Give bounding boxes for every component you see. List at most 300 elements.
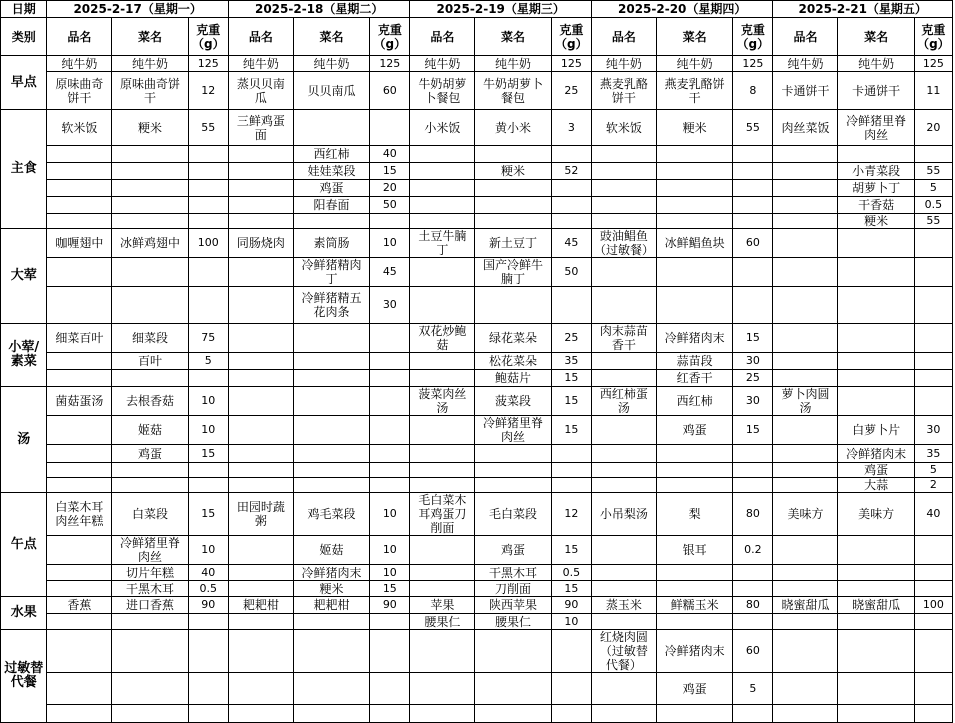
weight-cell: 125: [370, 56, 410, 72]
dish-cell: [410, 705, 475, 723]
ingredient-cell: [656, 581, 732, 597]
dish-cell: [773, 324, 838, 353]
dish-cell: 毛白菜木耳鸡蛋刀削面: [410, 493, 475, 536]
dish-cell: [228, 673, 293, 705]
dish-cell: 细菜百叶: [47, 324, 112, 353]
dish-cell: [228, 214, 293, 229]
ingredient-cell: 冷鲜猪里脊肉丝: [475, 416, 551, 445]
weight-cell: 15: [733, 416, 773, 445]
ingredient-cell: 冷鲜猪肉末: [838, 445, 914, 463]
dish-cell: 白菜木耳肉丝年糕: [47, 493, 112, 536]
ingredient-cell: [475, 463, 551, 478]
table-row: [1, 536, 953, 565]
ingredient-cell: 刀削面: [475, 581, 551, 597]
table-row: [1, 416, 953, 445]
ingredient-cell: [112, 705, 188, 723]
ingredient-cell: 百叶: [112, 353, 188, 370]
ingredient-header: 菜名: [112, 18, 188, 56]
dish-cell: [773, 287, 838, 324]
ingredient-header: 菜名: [475, 18, 551, 56]
dish-cell: 软米饭: [591, 110, 656, 146]
weight-cell: [914, 673, 952, 705]
weight-cell: 10: [188, 387, 228, 416]
ingredient-cell: [838, 146, 914, 163]
weight-cell: [370, 387, 410, 416]
ingredient-cell: 素筒肠: [293, 229, 369, 258]
weight-cell: 80: [733, 493, 773, 536]
ingredient-cell: 纯牛奶: [475, 56, 551, 72]
ingredient-cell: [838, 536, 914, 565]
dish-cell: 菌菇蛋汤: [47, 387, 112, 416]
weight-cell: 5: [733, 673, 773, 705]
weight-cell: 35: [914, 445, 952, 463]
dish-cell: [773, 478, 838, 493]
ingredient-cell: 冷鲜猪肉末: [293, 565, 369, 581]
ingredient-cell: [656, 180, 732, 197]
dish-cell: [591, 416, 656, 445]
weight-cell: [188, 197, 228, 214]
dish-cell: [47, 214, 112, 229]
weight-cell: 15: [551, 387, 591, 416]
weight-cell: [370, 673, 410, 705]
category-header: 类别: [1, 18, 47, 56]
weight-header: 克重（g）: [733, 18, 773, 56]
weight-cell: [914, 387, 952, 416]
ingredient-cell: 干香菇: [838, 197, 914, 214]
weight-cell: [188, 258, 228, 287]
weight-cell: 15: [551, 370, 591, 387]
dish-cell: [591, 581, 656, 597]
weight-cell: 60: [733, 630, 773, 673]
ingredient-cell: 原味曲奇饼干: [112, 72, 188, 110]
ingredient-cell: 粳米: [293, 581, 369, 597]
dish-cell: [47, 146, 112, 163]
ingredient-cell: 国产冷鲜牛腩丁: [475, 258, 551, 287]
table-row: [1, 581, 953, 597]
ingredient-cell: [293, 463, 369, 478]
table-row: [1, 478, 953, 493]
weight-cell: 20: [914, 110, 952, 146]
weight-cell: 5: [188, 353, 228, 370]
category-cell: 水果: [1, 597, 47, 630]
weight-cell: [914, 630, 952, 673]
dish-cell: [410, 180, 475, 197]
weight-cell: 125: [733, 56, 773, 72]
dish-cell: [228, 416, 293, 445]
ingredient-cell: [112, 214, 188, 229]
weight-cell: [914, 536, 952, 565]
dish-cell: 田园时蔬粥: [228, 493, 293, 536]
weight-cell: [188, 630, 228, 673]
dish-cell: [410, 581, 475, 597]
ingredient-cell: 晓蜜甜瓜: [838, 597, 914, 614]
weight-cell: [370, 478, 410, 493]
ingredient-cell: 梨: [656, 493, 732, 536]
dish-cell: [773, 630, 838, 673]
ingredient-cell: 冷鲜猪肉末: [656, 324, 732, 353]
ingredient-cell: 姬菇: [293, 536, 369, 565]
category-cell: 主食: [1, 110, 47, 229]
dish-cell: [773, 214, 838, 229]
weight-cell: 52: [551, 163, 591, 180]
weight-cell: [551, 214, 591, 229]
weight-cell: 15: [551, 581, 591, 597]
table-row: [1, 214, 953, 229]
weight-cell: [188, 214, 228, 229]
day-header: 2025-2-18（星期二）: [228, 1, 410, 18]
ingredient-cell: 松花菜朵: [475, 353, 551, 370]
ingredient-cell: [838, 614, 914, 630]
weight-cell: 11: [914, 72, 952, 110]
ingredient-cell: [838, 565, 914, 581]
table-row: [1, 110, 953, 146]
dish-header: 品名: [228, 18, 293, 56]
dish-cell: [410, 258, 475, 287]
dish-cell: [591, 614, 656, 630]
ingredient-cell: [656, 287, 732, 324]
dish-cell: [773, 163, 838, 180]
ingredient-cell: 黄小米: [475, 110, 551, 146]
weight-cell: 15: [370, 581, 410, 597]
dish-cell: [228, 258, 293, 287]
ingredient-cell: [475, 478, 551, 493]
dish-cell: 苹果: [410, 597, 475, 614]
category-cell: 午点: [1, 493, 47, 597]
weight-cell: 10: [188, 536, 228, 565]
dish-cell: [591, 258, 656, 287]
dish-cell: [591, 536, 656, 565]
ingredient-cell: 白萝卜片: [838, 416, 914, 445]
ingredient-cell: [293, 353, 369, 370]
ingredient-header: 菜名: [293, 18, 369, 56]
ingredient-cell: 冰鲜鲳鱼块: [656, 229, 732, 258]
ingredient-cell: 鸡蛋: [112, 445, 188, 463]
weight-cell: [551, 445, 591, 463]
dish-cell: 豉油鲳鱼（过敏餐）: [591, 229, 656, 258]
table-row: [1, 614, 953, 630]
dish-cell: [47, 536, 112, 565]
weight-cell: 35: [551, 353, 591, 370]
dish-cell: [410, 536, 475, 565]
weight-cell: 2: [914, 478, 952, 493]
ingredient-cell: 银耳: [656, 536, 732, 565]
dish-cell: [228, 287, 293, 324]
dish-cell: [410, 214, 475, 229]
dish-cell: [47, 705, 112, 723]
weight-cell: 15: [370, 163, 410, 180]
dish-cell: 咖喱翅中: [47, 229, 112, 258]
dish-cell: [47, 370, 112, 387]
weight-cell: 100: [914, 597, 952, 614]
dish-cell: 香蕉: [47, 597, 112, 614]
weight-cell: 60: [733, 229, 773, 258]
ingredient-cell: [293, 614, 369, 630]
dish-cell: [773, 258, 838, 287]
category-cell: 过敏替代餐: [1, 630, 47, 723]
weight-cell: [914, 705, 952, 723]
ingredient-cell: 鸡蛋: [475, 536, 551, 565]
table-row: [1, 229, 953, 258]
ingredient-cell: [112, 197, 188, 214]
table-row: [1, 163, 953, 180]
ingredient-cell: 耙耙柑: [293, 597, 369, 614]
weight-cell: [733, 163, 773, 180]
weight-cell: 3: [551, 110, 591, 146]
weight-header: 克重（g）: [551, 18, 591, 56]
dish-cell: [591, 673, 656, 705]
ingredient-cell: 新土豆丁: [475, 229, 551, 258]
category-cell: 小荤/素菜: [1, 324, 47, 387]
dish-cell: [228, 614, 293, 630]
weight-cell: 5: [914, 463, 952, 478]
dish-cell: [228, 146, 293, 163]
ingredient-cell: 娃娃菜段: [293, 163, 369, 180]
ingredient-cell: 毛白菜段: [475, 493, 551, 536]
dish-cell: [47, 673, 112, 705]
dish-cell: [410, 197, 475, 214]
dish-cell: [47, 630, 112, 673]
day-header: 2025-2-21（星期五）: [773, 1, 953, 18]
dish-cell: [47, 353, 112, 370]
table-row: [1, 258, 953, 287]
ingredient-cell: [656, 565, 732, 581]
table-row: [1, 287, 953, 324]
weight-cell: 40: [370, 146, 410, 163]
weight-cell: 25: [733, 370, 773, 387]
weight-cell: 90: [370, 597, 410, 614]
ingredient-cell: [656, 258, 732, 287]
dish-cell: [773, 581, 838, 597]
weight-cell: 55: [733, 110, 773, 146]
weight-cell: [551, 197, 591, 214]
table-row: [1, 72, 953, 110]
dish-cell: 同肠烧肉: [228, 229, 293, 258]
weight-cell: [188, 478, 228, 493]
weight-cell: 60: [370, 72, 410, 110]
ingredient-cell: [475, 180, 551, 197]
category-cell: 大荤: [1, 229, 47, 324]
dish-cell: [591, 705, 656, 723]
ingredient-cell: 红香干: [656, 370, 732, 387]
ingredient-cell: [112, 630, 188, 673]
table-row: [1, 493, 953, 536]
weight-cell: 25: [551, 324, 591, 353]
ingredient-cell: [112, 673, 188, 705]
dish-cell: [773, 445, 838, 463]
weight-cell: [188, 614, 228, 630]
ingredient-cell: [656, 146, 732, 163]
weight-cell: 30: [370, 287, 410, 324]
ingredient-cell: [112, 258, 188, 287]
weight-cell: 75: [188, 324, 228, 353]
weight-cell: 10: [370, 229, 410, 258]
dish-cell: [228, 445, 293, 463]
dish-cell: [591, 478, 656, 493]
weight-cell: [733, 180, 773, 197]
weight-cell: [370, 445, 410, 463]
ingredient-cell: 鸡蛋: [293, 180, 369, 197]
dish-cell: 双花炒鲍菇: [410, 324, 475, 353]
weight-cell: [914, 146, 952, 163]
dish-cell: [47, 416, 112, 445]
ingredient-cell: [293, 673, 369, 705]
ingredient-cell: 冷鲜猪肉末: [656, 630, 732, 673]
weight-cell: 0.5: [551, 565, 591, 581]
ingredient-cell: 大蒜: [838, 478, 914, 493]
ingredient-cell: 阳春面: [293, 197, 369, 214]
ingredient-cell: [656, 478, 732, 493]
dish-cell: [228, 581, 293, 597]
dish-cell: [47, 614, 112, 630]
dish-cell: [410, 478, 475, 493]
ingredient-cell: [838, 287, 914, 324]
ingredient-cell: [112, 287, 188, 324]
dish-cell: 肉末蒜苗香干: [591, 324, 656, 353]
ingredient-cell: 纯牛奶: [838, 56, 914, 72]
dish-cell: [773, 614, 838, 630]
dish-cell: [410, 146, 475, 163]
ingredient-cell: [838, 370, 914, 387]
dish-cell: [228, 565, 293, 581]
dish-cell: [410, 630, 475, 673]
ingredient-cell: 纯牛奶: [656, 56, 732, 72]
ingredient-cell: 白菜段: [112, 493, 188, 536]
weight-cell: 15: [551, 536, 591, 565]
dish-cell: [591, 163, 656, 180]
weight-header: 克重（g）: [370, 18, 410, 56]
dish-cell: [773, 146, 838, 163]
ingredient-cell: 小青菜段: [838, 163, 914, 180]
weight-cell: [370, 324, 410, 353]
weight-cell: [370, 353, 410, 370]
weight-cell: 12: [188, 72, 228, 110]
weight-cell: [914, 258, 952, 287]
weight-cell: [188, 287, 228, 324]
ingredient-cell: 干黑木耳: [112, 581, 188, 597]
weight-cell: 0.2: [733, 536, 773, 565]
ingredient-cell: 冷鲜猪里脊肉丝: [112, 536, 188, 565]
dish-cell: [47, 287, 112, 324]
ingredient-cell: 粳米: [112, 110, 188, 146]
ingredient-cell: [475, 705, 551, 723]
dish-cell: 纯牛奶: [228, 56, 293, 72]
table-row: [1, 324, 953, 353]
weight-cell: [551, 180, 591, 197]
ingredient-cell: [475, 197, 551, 214]
ingredient-cell: [656, 163, 732, 180]
weight-cell: [551, 287, 591, 324]
weight-cell: 30: [914, 416, 952, 445]
dish-cell: 蒸玉米: [591, 597, 656, 614]
weight-cell: 30: [733, 387, 773, 416]
ingredient-cell: [475, 673, 551, 705]
weight-cell: 40: [914, 493, 952, 536]
weight-cell: 40: [188, 565, 228, 581]
weight-cell: [370, 614, 410, 630]
dish-cell: [773, 416, 838, 445]
ingredient-cell: [293, 445, 369, 463]
dish-cell: [410, 287, 475, 324]
ingredient-header: 菜名: [656, 18, 732, 56]
weight-cell: [733, 214, 773, 229]
ingredient-cell: [112, 370, 188, 387]
ingredient-cell: 粳米: [475, 163, 551, 180]
ingredient-cell: [293, 214, 369, 229]
ingredient-cell: 鸡蛋: [656, 416, 732, 445]
ingredient-cell: [293, 110, 369, 146]
dish-cell: [228, 630, 293, 673]
ingredient-cell: 绿花菜朵: [475, 324, 551, 353]
weight-cell: [733, 705, 773, 723]
ingredient-cell: [838, 258, 914, 287]
dish-header: 品名: [591, 18, 656, 56]
menu-body: [1, 56, 953, 723]
dish-cell: 三鲜鸡蛋面: [228, 110, 293, 146]
table-row: [1, 630, 953, 673]
weight-cell: 0.5: [188, 581, 228, 597]
dish-cell: 牛奶胡萝卜餐包: [410, 72, 475, 110]
dish-cell: [410, 565, 475, 581]
ingredient-cell: 纯牛奶: [293, 56, 369, 72]
weight-cell: [914, 229, 952, 258]
ingredient-cell: 西红柿: [293, 146, 369, 163]
weight-cell: 50: [551, 258, 591, 287]
ingredient-cell: 美味方: [838, 493, 914, 536]
table-row: [1, 387, 953, 416]
dish-cell: [591, 565, 656, 581]
ingredient-cell: [475, 445, 551, 463]
dish-cell: 晓蜜甜瓜: [773, 597, 838, 614]
dish-cell: [410, 463, 475, 478]
ingredient-cell: 进口香蕉: [112, 597, 188, 614]
dish-cell: [773, 197, 838, 214]
dish-cell: [47, 445, 112, 463]
ingredient-cell: [475, 146, 551, 163]
dish-cell: [591, 463, 656, 478]
weight-cell: 20: [370, 180, 410, 197]
ingredient-cell: [293, 387, 369, 416]
dish-cell: 土豆牛腩丁: [410, 229, 475, 258]
ingredient-cell: 鲜糯玉米: [656, 597, 732, 614]
weight-header: 克重（g）: [188, 18, 228, 56]
ingredient-cell: [475, 214, 551, 229]
dish-cell: 红烧肉圆（过敏替代餐）: [591, 630, 656, 673]
ingredient-cell: 冷鲜猪精五花肉条: [293, 287, 369, 324]
day-header: 2025-2-19（星期三）: [410, 1, 592, 18]
weight-cell: [551, 463, 591, 478]
table-row: [1, 705, 953, 723]
table-row: [1, 146, 953, 163]
dish-cell: [591, 180, 656, 197]
dish-cell: 腰果仁: [410, 614, 475, 630]
weight-cell: [370, 214, 410, 229]
weight-cell: [914, 324, 952, 353]
weight-cell: [188, 370, 228, 387]
weight-cell: [914, 370, 952, 387]
weight-cell: [914, 565, 952, 581]
weight-cell: 5: [914, 180, 952, 197]
ingredient-cell: 干黑木耳: [475, 565, 551, 581]
dish-cell: [773, 180, 838, 197]
weight-cell: [188, 163, 228, 180]
weight-cell: [551, 705, 591, 723]
ingredient-cell: 菠菜段: [475, 387, 551, 416]
dish-cell: [47, 463, 112, 478]
weight-cell: [370, 370, 410, 387]
ingredient-cell: [656, 463, 732, 478]
dish-cell: [410, 673, 475, 705]
table-row: [1, 197, 953, 214]
